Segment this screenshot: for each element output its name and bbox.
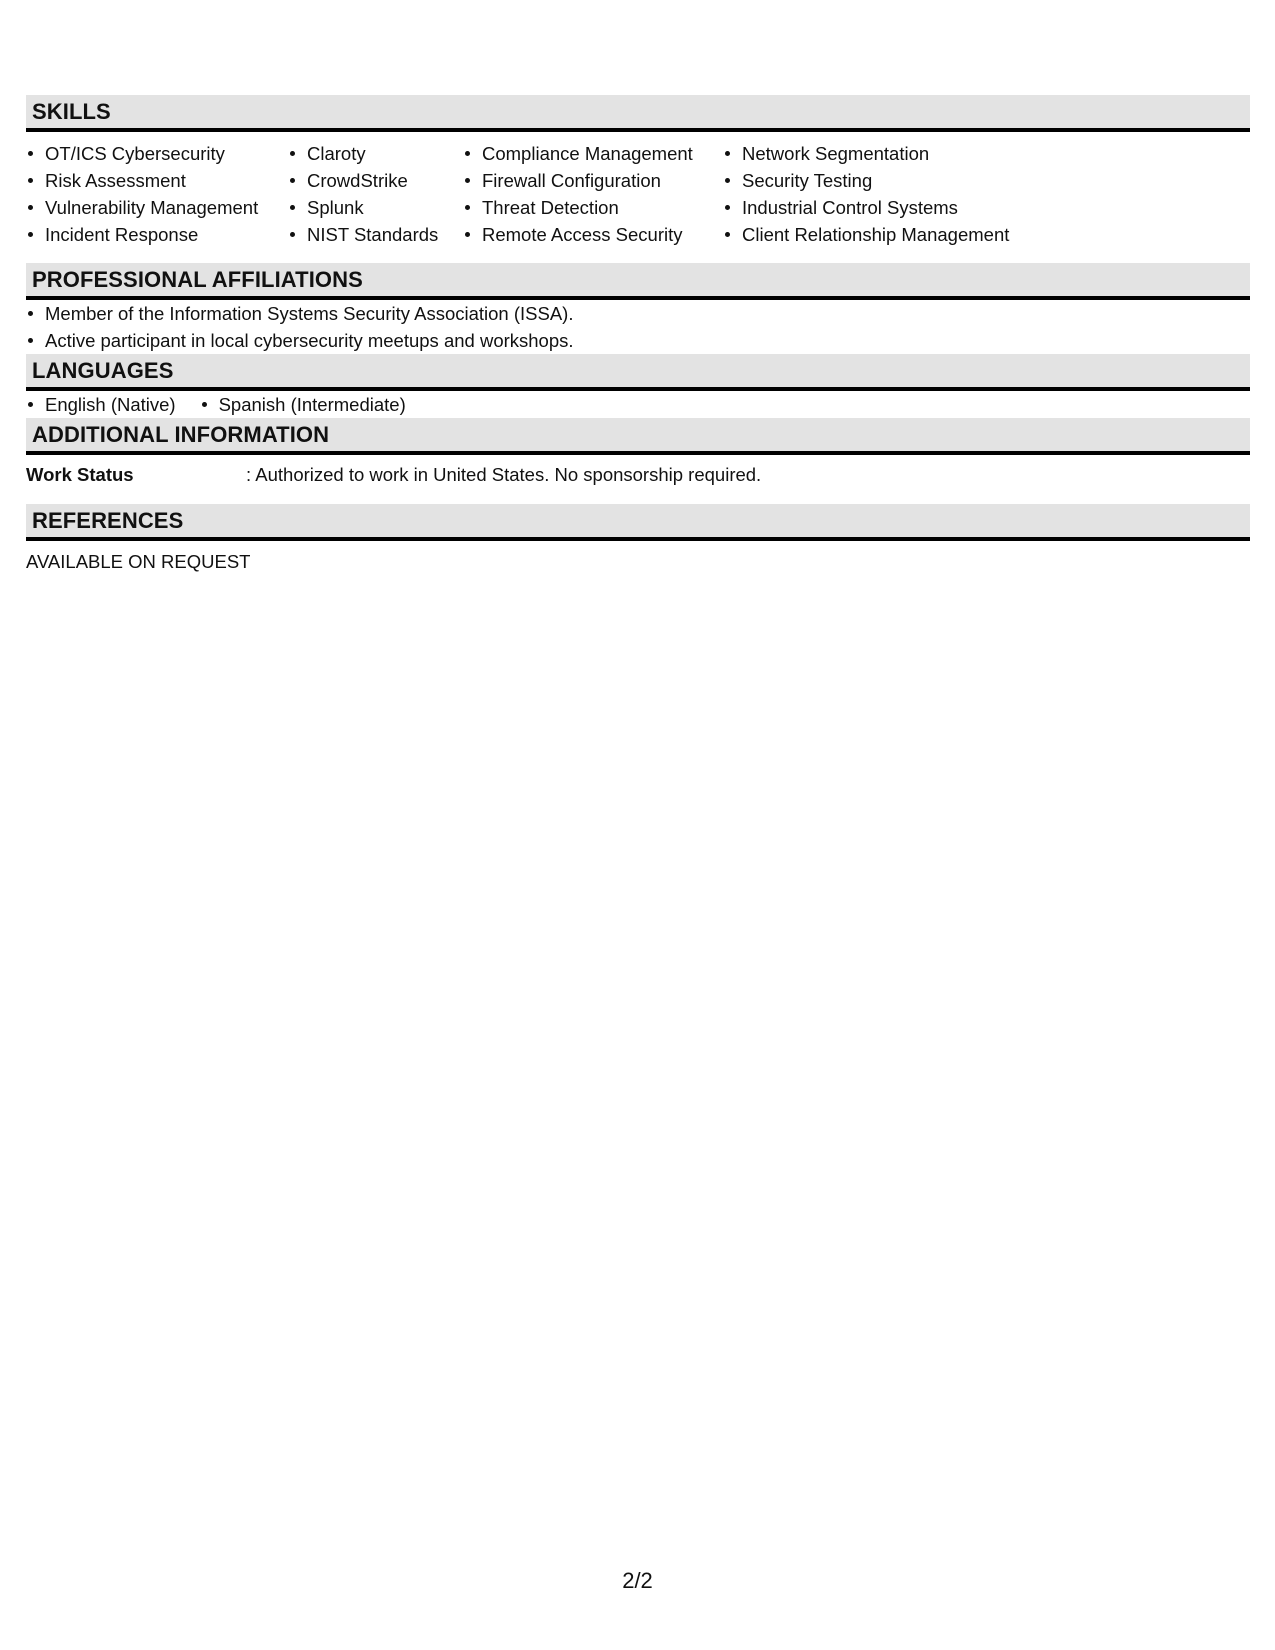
section-header-affiliations bbox=[26, 263, 1250, 300]
section-header-skills bbox=[26, 95, 1250, 132]
references-text: AVAILABLE ON REQUEST bbox=[26, 551, 251, 572]
page-number: 2/2 bbox=[622, 1568, 653, 1593]
resume-page bbox=[26, 95, 1250, 575]
skill-item: Claroty bbox=[288, 140, 463, 167]
additional-info-section bbox=[26, 418, 1250, 488]
languages-section bbox=[26, 354, 1250, 418]
section-title: PROFESSIONAL AFFILIATIONS bbox=[32, 266, 363, 292]
skill-item: Security Testing bbox=[723, 167, 1043, 194]
language-item: English (Native) bbox=[26, 391, 176, 418]
languages-list bbox=[26, 391, 1250, 418]
section-header-references bbox=[26, 504, 1250, 541]
skill-item: Threat Detection bbox=[463, 194, 723, 221]
affiliations-list bbox=[26, 300, 1250, 354]
skills-column bbox=[288, 140, 463, 248]
skills-column bbox=[463, 140, 723, 248]
info-label: Work Status bbox=[26, 464, 134, 485]
skills-column bbox=[723, 140, 1043, 248]
skill-item: Remote Access Security bbox=[463, 221, 723, 248]
skill-item: Risk Assessment bbox=[26, 167, 288, 194]
section-title: LANGUAGES bbox=[32, 357, 174, 383]
skill-item: Client Relationship Management bbox=[723, 221, 1043, 248]
skill-item: Incident Response bbox=[26, 221, 288, 248]
skill-item: Network Segmentation bbox=[723, 140, 1043, 167]
section-header-languages bbox=[26, 354, 1250, 391]
references-section bbox=[26, 504, 1250, 575]
section-title: REFERENCES bbox=[32, 507, 184, 533]
skill-item: NIST Standards bbox=[288, 221, 463, 248]
affiliations-section bbox=[26, 263, 1250, 354]
skill-item: OT/ICS Cybersecurity bbox=[26, 140, 288, 167]
info-row-work-status bbox=[26, 461, 1250, 488]
info-value: : Authorized to work in United States. No sponsorship required. bbox=[246, 464, 762, 485]
skill-item: Splunk bbox=[288, 194, 463, 221]
affiliation-item: Active participant in local cybersecurity meetups and workshops. bbox=[26, 327, 1250, 354]
skills-grid bbox=[26, 140, 1250, 248]
language-item: Spanish (Intermediate) bbox=[200, 391, 406, 418]
skill-item: CrowdStrike bbox=[288, 167, 463, 194]
skill-item: Firewall Configuration bbox=[463, 167, 723, 194]
skills-column bbox=[26, 140, 288, 248]
skill-item: Industrial Control Systems bbox=[723, 194, 1043, 221]
affiliation-item: Member of the Information Systems Security Association (ISSA). bbox=[26, 300, 1250, 327]
section-header-additional bbox=[26, 418, 1250, 455]
section-title: SKILLS bbox=[32, 98, 111, 124]
skill-item: Compliance Management bbox=[463, 140, 723, 167]
skills-section bbox=[26, 95, 1250, 248]
section-title: ADDITIONAL INFORMATION bbox=[32, 421, 330, 447]
skill-item: Vulnerability Management bbox=[26, 194, 288, 221]
